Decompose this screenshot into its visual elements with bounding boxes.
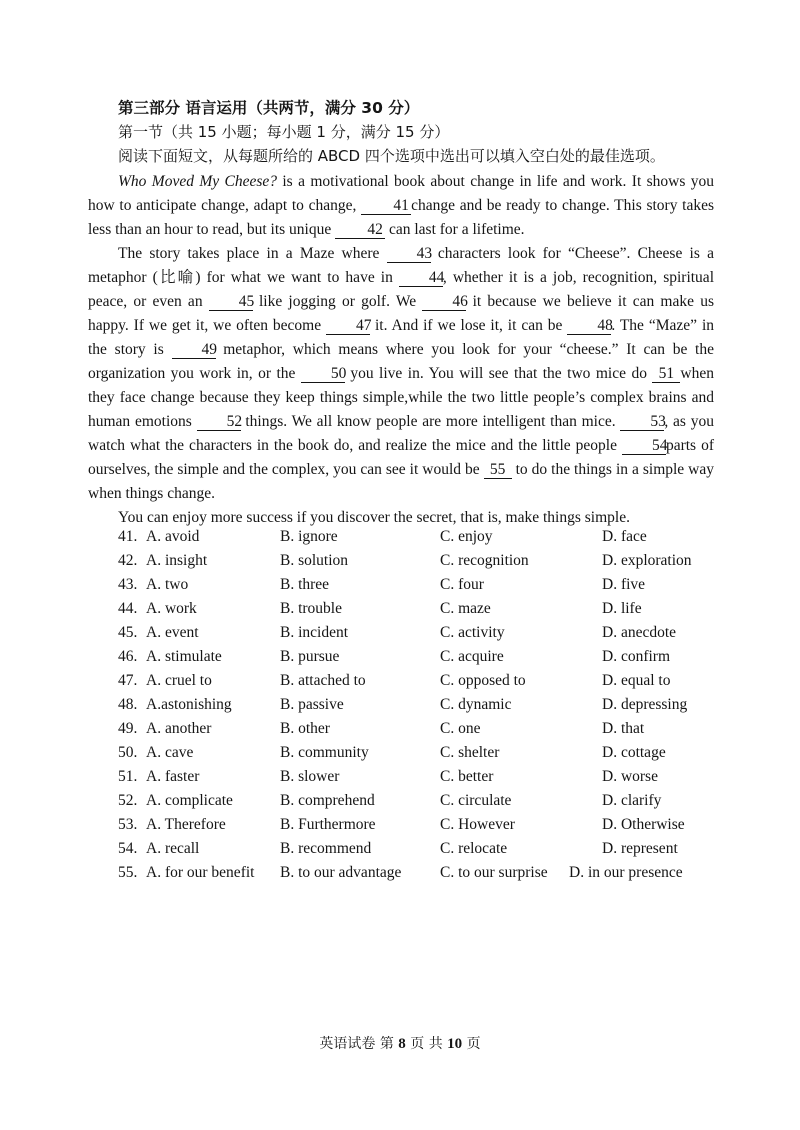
option-a: A. cruel to: [146, 672, 212, 689]
question-row: [118, 840, 718, 864]
passage-text: , as you watch what the characters in the book do, and realize the mice and the little people: [88, 413, 714, 454]
question-row: [118, 624, 718, 648]
question-number: 49.: [118, 720, 138, 737]
blank-51: 51: [652, 365, 680, 383]
option-b: B. three: [280, 576, 330, 593]
blank-43: 43: [387, 245, 431, 263]
question-number: 50.: [118, 744, 138, 761]
question-row: [118, 864, 718, 888]
option-a: A. Therefore: [146, 816, 226, 833]
option-c: C. However: [440, 816, 515, 833]
option-b: B. solution: [280, 552, 349, 569]
passage-text: it. And if we lose it, it can be: [370, 317, 568, 334]
blank-47: 47: [326, 317, 370, 335]
passage-text: like jogging or golf. We: [252, 293, 423, 310]
instructions: 阅读下面短文，从每题所给的 ABCD 四个选项中选出可以填入空白处的最佳选项。: [118, 147, 665, 165]
question-number: 52.: [118, 792, 138, 809]
passage-text: characters look for “Cheese”. Cheese is a metaphor (比喻) for what we want to have in: [88, 245, 714, 286]
question-row: [118, 528, 718, 552]
blank-50: 50: [301, 365, 345, 383]
option-c: C. one: [440, 720, 481, 737]
question-number: 46.: [118, 648, 138, 665]
blank-42: 42: [335, 221, 385, 239]
blank-54: 54: [622, 437, 666, 455]
question-row: [118, 744, 718, 768]
total-pages-number: 10: [447, 1036, 463, 1052]
option-c: C. activity: [440, 624, 505, 641]
passage-text: parts of ourselves, the simple and the complex, you can see it would be: [88, 437, 714, 478]
question-number: 51.: [118, 768, 138, 785]
option-a: A. work: [146, 600, 197, 617]
subsection-title: 第一节（共 15 小题；每小题 1 分，满分 15 分）: [118, 123, 450, 141]
question-row: [118, 792, 718, 816]
option-a: A. event: [146, 624, 199, 641]
option-b: B. community: [280, 744, 369, 761]
option-d: D. life: [602, 600, 642, 617]
passage-text: The story takes place in a Maze where: [118, 245, 387, 262]
option-c: C. opposed to: [440, 672, 526, 689]
option-c: C. relocate: [440, 840, 508, 857]
question-row: [118, 696, 718, 720]
question-row: [118, 648, 718, 672]
option-d: D. confirm: [602, 648, 671, 665]
option-c: C. circulate: [440, 792, 512, 809]
option-a: A. insight: [146, 552, 208, 569]
option-d: D. clarify: [602, 792, 662, 809]
option-c: C. shelter: [440, 744, 500, 761]
passage-text: , whether it is a job, recognition, spiritual peace, or even an: [88, 269, 714, 310]
footer-middle: 页 共: [405, 1036, 448, 1052]
question-number: 54.: [118, 840, 138, 857]
option-a: A. recall: [146, 840, 200, 857]
passage-text: is a motivational book about change in life and work. It shows you how to anticipate change, adapt to change,: [88, 173, 714, 214]
passage-text: things. We all know people are more intelligent than mice.: [240, 413, 621, 430]
blank-48: 48: [567, 317, 611, 335]
option-b: B. incident: [280, 624, 349, 641]
blank-41: 41: [361, 197, 411, 215]
option-a: A. faster: [146, 768, 200, 785]
option-d: D. that: [602, 720, 645, 737]
answer-options: [118, 528, 718, 888]
option-b: B. pursue: [280, 648, 340, 665]
option-a: A. another: [146, 720, 212, 737]
option-b: B. recommend: [280, 840, 372, 857]
option-b: B. other: [280, 720, 330, 737]
option-b: B. attached to: [280, 672, 366, 689]
option-b: B. ignore: [280, 528, 338, 545]
question-row: [118, 768, 718, 792]
passage-paragraph-1: [88, 170, 714, 242]
option-a: A. for our benefit: [146, 864, 255, 881]
blank-45: 45: [209, 293, 253, 311]
question-row: [118, 552, 718, 576]
option-d: D. five: [602, 576, 646, 593]
option-c: C. better: [440, 768, 494, 785]
option-a: A. two: [146, 576, 189, 593]
page-footer: [0, 1033, 800, 1053]
question-row: [118, 576, 718, 600]
option-c: C. acquire: [440, 648, 504, 665]
option-a: A. stimulate: [146, 648, 222, 665]
option-b: B. Furthermore: [280, 816, 376, 833]
option-a: A.astonishing: [146, 696, 232, 713]
option-c: C. enjoy: [440, 528, 493, 545]
question-number: 45.: [118, 624, 138, 641]
question-number: 55.: [118, 864, 138, 881]
question-number: 43.: [118, 576, 138, 593]
passage-paragraph-3: You can enjoy more success if you discover the secret, that is, make things simple.: [118, 509, 630, 526]
blank-55: 55: [484, 461, 512, 479]
option-c: C. to our surprise: [440, 864, 548, 881]
blank-53: 53: [620, 413, 664, 431]
option-d: D. face: [602, 528, 647, 545]
passage-text: it because we believe it can make us happy. If we get it, we often become: [88, 293, 714, 334]
option-b: B. slower: [280, 768, 340, 785]
passage-text: when they face change because they keep things simple,while the two little people’s complex brains and human emotions: [88, 365, 714, 430]
passage-text: change and be ready to change. This story takes less than an hour to read, but its unique: [88, 197, 714, 238]
option-d: D. equal to: [602, 672, 671, 689]
cloze-passage: [88, 170, 714, 530]
passage-text: . The “Maze” in the story is: [88, 317, 714, 358]
option-c: C. recognition: [440, 552, 529, 569]
footer-prefix: 英语试卷 第: [319, 1036, 399, 1052]
question-row: [118, 600, 718, 624]
passage-paragraph-2: [88, 242, 714, 506]
option-a: A. complicate: [146, 792, 233, 809]
option-c: C. maze: [440, 600, 491, 617]
question-row: [118, 720, 718, 744]
passage-text: can last for a lifetime.: [385, 221, 525, 238]
option-b: B. passive: [280, 696, 344, 713]
option-c: C. four: [440, 576, 484, 593]
question-row: [118, 672, 718, 696]
option-d: D. cottage: [602, 744, 666, 761]
option-b: B. trouble: [280, 600, 342, 617]
option-d: D. represent: [602, 840, 678, 857]
question-number: 42.: [118, 552, 138, 569]
option-b: B. to our advantage: [280, 864, 402, 881]
question-number: 53.: [118, 816, 138, 833]
blank-46: 46: [422, 293, 466, 311]
section-title: 第三部分 语言运用（共两节，满分 30 分）: [118, 99, 420, 117]
option-d: D. Otherwise: [602, 816, 685, 833]
question-number: 47.: [118, 672, 138, 689]
footer-suffix: 页: [462, 1036, 481, 1052]
blank-44: 44: [399, 269, 443, 287]
blank-49: 49: [172, 341, 216, 359]
option-d: D. exploration: [602, 552, 692, 569]
passage-text: to do the things in a simple way when things change.: [88, 461, 714, 502]
question-number: 48.: [118, 696, 138, 713]
option-a: A. cave: [146, 744, 194, 761]
option-d: D. worse: [602, 768, 658, 785]
question-number: 44.: [118, 600, 138, 617]
option-b: B. comprehend: [280, 792, 375, 809]
option-c: C. dynamic: [440, 696, 512, 713]
passage-text: metaphor, which means where you look for your “cheese.” It can be the organization you work in, or the: [88, 341, 714, 382]
passage-text: you live in. You will see that the two mice do: [344, 365, 653, 382]
option-d: D. depressing: [602, 696, 688, 713]
option-d: D. in our presence: [569, 864, 683, 881]
current-page-number: 8: [398, 1036, 406, 1052]
option-a: A. avoid: [146, 528, 200, 545]
question-row: [118, 816, 718, 840]
question-number: 41.: [118, 528, 138, 545]
blank-52: 52: [197, 413, 241, 431]
option-d: D. anecdote: [602, 624, 677, 641]
book-title: Who Moved My Cheese?: [118, 173, 277, 190]
